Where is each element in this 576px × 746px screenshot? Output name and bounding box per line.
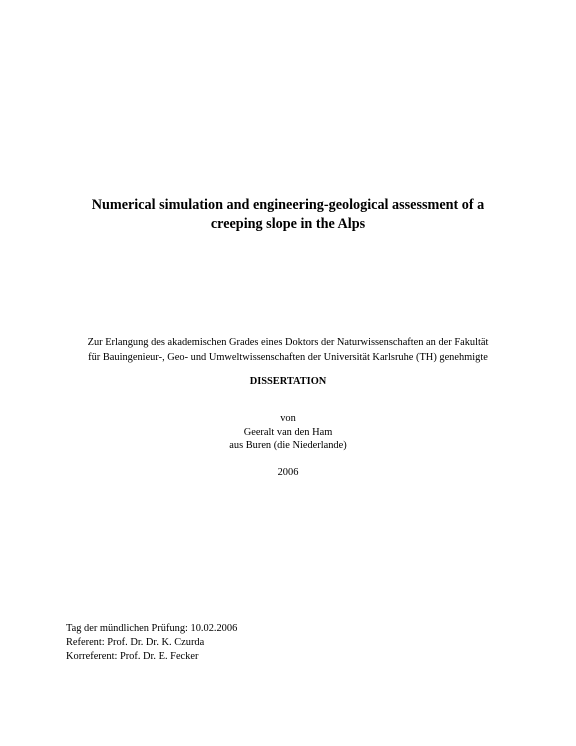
document-type-heading: DISSERTATION bbox=[249, 376, 327, 387]
author-name: Geeralt van den Ham bbox=[243, 426, 333, 438]
author-block bbox=[0, 412, 576, 453]
dissertation-title bbox=[40, 196, 536, 234]
degree-purpose-statement bbox=[30, 335, 546, 365]
purpose-line-2: für Bauingenieur-, Geo- und Umweltwissenschaften der Universität Karlsruhe (TH) genehmigte bbox=[88, 352, 488, 363]
author-origin: aus Buren (die Niederlande) bbox=[229, 440, 347, 451]
title-line-1: Numerical simulation and engineering-geological assessment of a bbox=[91, 197, 485, 213]
title-line-2: creeping slope in the Alps bbox=[210, 216, 366, 232]
korreferent: Korreferent: Prof. Dr. E. Fecker bbox=[66, 651, 199, 662]
referent: Referent: Prof. Dr. Dr. K. Czurda bbox=[66, 637, 205, 648]
examination-info bbox=[66, 622, 237, 664]
purpose-line-1: Zur Erlangung des akademischen Grades eines Doktors der Naturwissenschaften an der Fakultät bbox=[87, 337, 489, 348]
exam-date: Tag der mündlichen Prüfung: 10.02.2006 bbox=[66, 623, 238, 634]
publication-year: 2006 bbox=[277, 467, 299, 478]
author-von: von bbox=[280, 413, 296, 424]
